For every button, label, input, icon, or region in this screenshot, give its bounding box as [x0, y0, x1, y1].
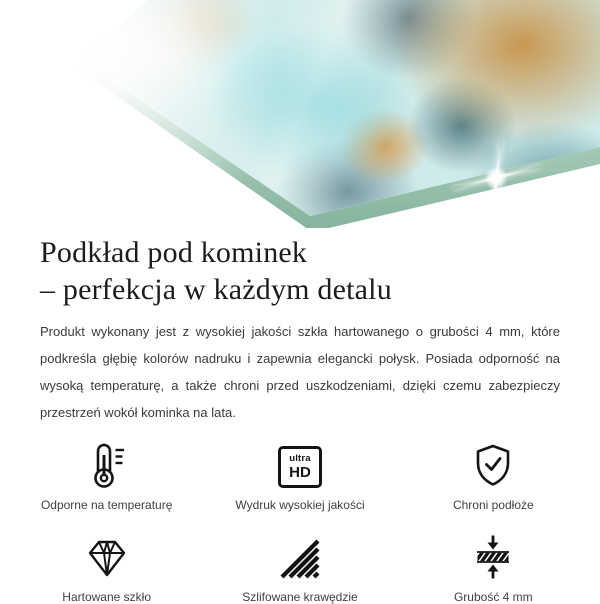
feature-label: Hartowane szkło	[62, 590, 152, 604]
glass-panel-artwork	[0, 0, 600, 228]
feature-polished-edges	[203, 532, 396, 604]
thermometer-icon	[84, 442, 130, 488]
page-title-line1: Podkład pod kominek	[40, 236, 308, 269]
features-grid	[10, 440, 590, 604]
thickness-icon	[470, 534, 516, 580]
hero-product-photo	[0, 0, 600, 228]
feature-label: Szlifowane krawędzie	[242, 590, 358, 604]
polished-edges-icon	[277, 536, 323, 580]
feature-label: Odporne na temperaturę	[40, 498, 173, 512]
icon-box	[84, 532, 130, 580]
page-title	[40, 234, 560, 308]
ultra-hd-text-top: ultra	[289, 453, 311, 465]
diamond-icon	[84, 536, 130, 580]
ultra-hd-text-bottom: HD	[289, 463, 311, 481]
feature-thickness	[397, 532, 590, 604]
icon-box	[84, 440, 130, 488]
icon-box	[470, 532, 516, 580]
feature-heat-resistant	[10, 440, 203, 512]
feature-protects-floor	[397, 440, 590, 512]
page-title-line2: – perfekcja w każdym detalu	[40, 273, 392, 306]
feature-label: Wydruk wysokiej jakości	[235, 498, 365, 512]
feature-print-quality	[203, 440, 396, 512]
icon-box	[277, 532, 323, 580]
icon-box	[470, 440, 516, 488]
feature-label: Grubość 4 mm	[453, 590, 533, 604]
shield-check-icon	[470, 442, 516, 488]
feature-tempered-glass	[10, 532, 203, 604]
feature-label: Chroni podłoże	[452, 498, 534, 512]
ultra-hd-icon	[278, 446, 322, 488]
icon-box	[278, 440, 322, 488]
product-description: Produkt wykonany jest z wysokiej jakości szkła hartowanego o grubości 4 mm, które podkreśla głębię kolorów nadruku i zapewnia elegancki połysk. Posiada odporność na wysoką temperaturę, a także chroni przed uszkodzeniami, dzięki czemu zabezpieczy przestrzeń wokół kominka na lata.	[40, 324, 560, 420]
